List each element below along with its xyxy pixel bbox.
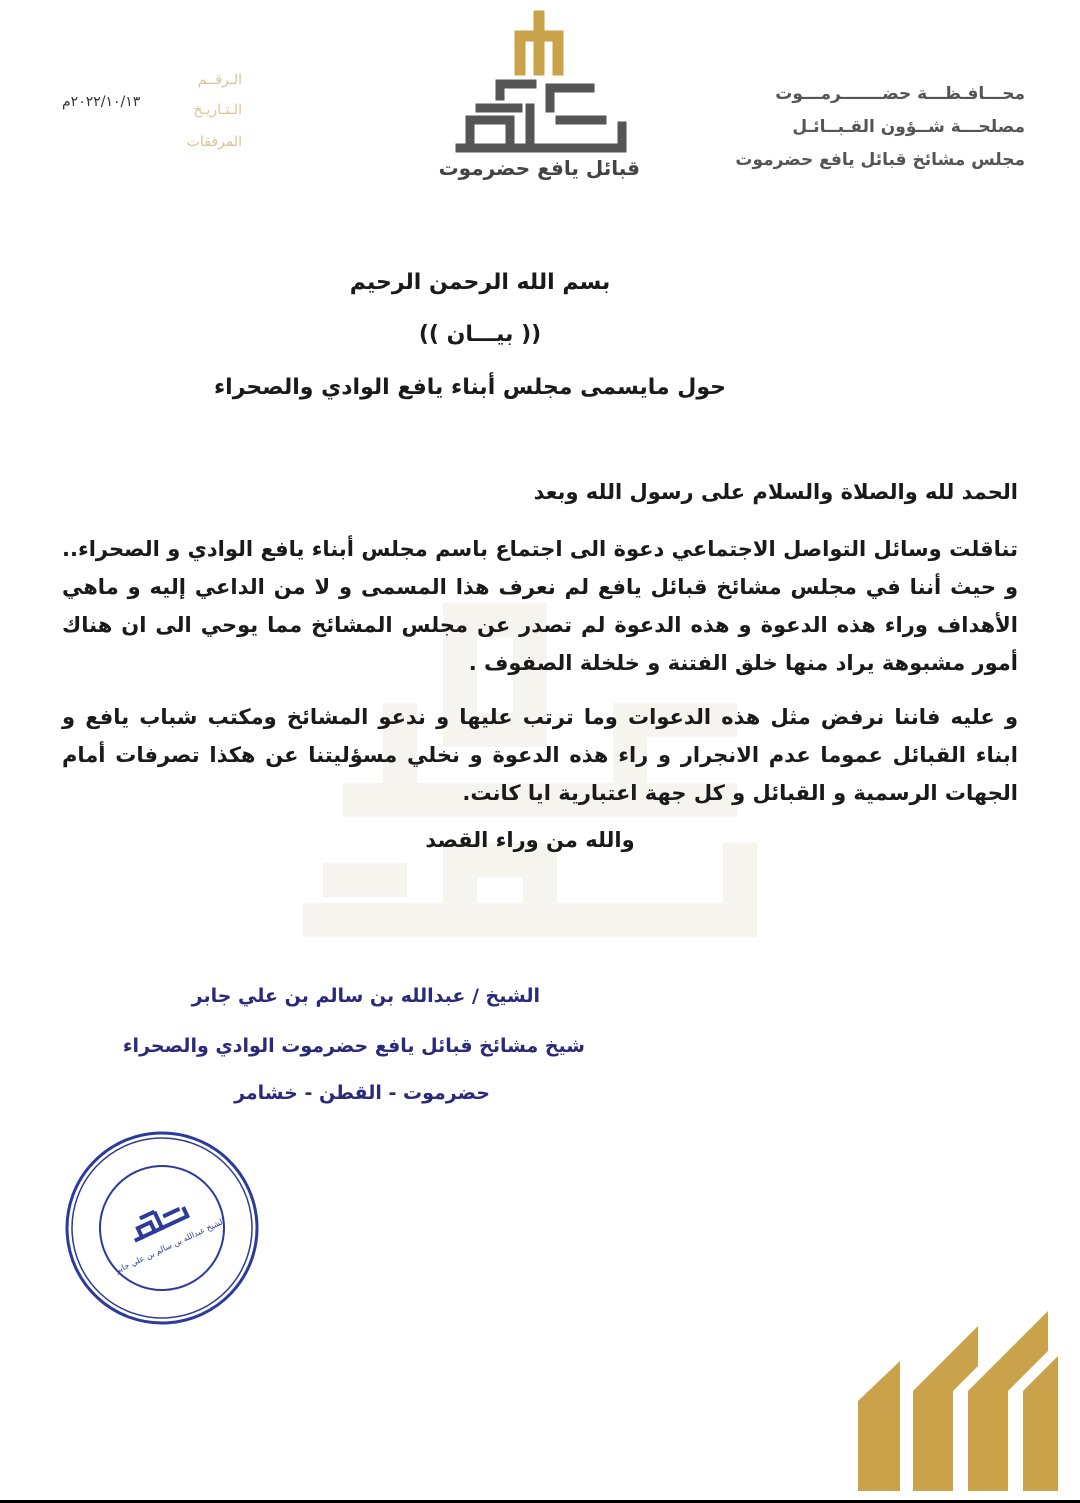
header-reference-block <box>62 68 242 158</box>
basmala: بسم الله الرحمن الرحيم <box>349 270 611 295</box>
corner-brand-mark <box>858 1291 1058 1491</box>
attachments-label: المرفقات <box>186 134 242 150</box>
signatory-title: شيخ مشائخ قبائل يافع حضرموت الوادي والصحراء <box>122 1035 585 1057</box>
closing-line: والله من وراء القصد <box>425 828 635 852</box>
signatory-name: الشيخ / عبدالله بن سالم بن علي جابر <box>191 985 540 1007</box>
header-governorate: محـــافـظـــة حضـــــــرمـــوت <box>775 84 1025 104</box>
paragraph-1: تناقلت وسائل التواصل الاجتماعي دعوة الى اجتماع باسم مجلس أبناء يافع الوادي و الصحراء.. و حيث أننا في مجلس مشائخ قبائل يافع لم نعرف هذا المسمى و لا من الداعي إليه و ماهي الأهداف وراء هذه الدعوة و هذه الدعوة لم تصدر عن مجلس المشائخ مما يوحي الى ان هناك أمور مشبوهة يراد منها خلق الفتنة و خلخلة الصفوف . <box>62 537 1018 675</box>
subject-line: حول مايسمى مجلس أبناء يافع الوادي والصحراء <box>213 375 727 400</box>
header-council: مجلس مشائخ قبائل يافع حضرموت <box>735 150 1025 170</box>
logo-caption: قبائل يافع حضرموت <box>438 156 640 180</box>
header-authority-block <box>725 78 1025 177</box>
statement-title: (( بيـــان )) <box>418 322 542 347</box>
stamp-inner-name: الشيخ عبدالله بن سالم بن علي جابر <box>114 1216 227 1275</box>
number-label: الـرقــم <box>197 72 242 88</box>
date-value: ٢٠٢٢/١٠/١٣م <box>62 94 141 110</box>
paragraph-2: و عليه فاننا نرفض مثل هذه الدعوات وما ترتب عليها و ندعو المشائخ ومكتب شباب يافع و ابناء القبائل عموما عدم الانجرار و راء هذه الدعوة و نخلي مسؤليتنا عن هكذا تصرفات أمام الجهات الرسمية و القبائل و كل جهة اعتبارية ايا كانت. <box>62 705 1018 805</box>
signatory-location: حضرموت - القطن - خشامر <box>234 1082 490 1104</box>
header-tribal-affairs: مصلحـــة شــؤون القـبــائـل <box>792 117 1025 137</box>
official-stamp <box>62 1128 262 1328</box>
greeting: الحمد لله والصلاة والسلام على رسول الله وبعد <box>533 480 1018 504</box>
date-label: الـتـاريـخ <box>193 102 242 118</box>
